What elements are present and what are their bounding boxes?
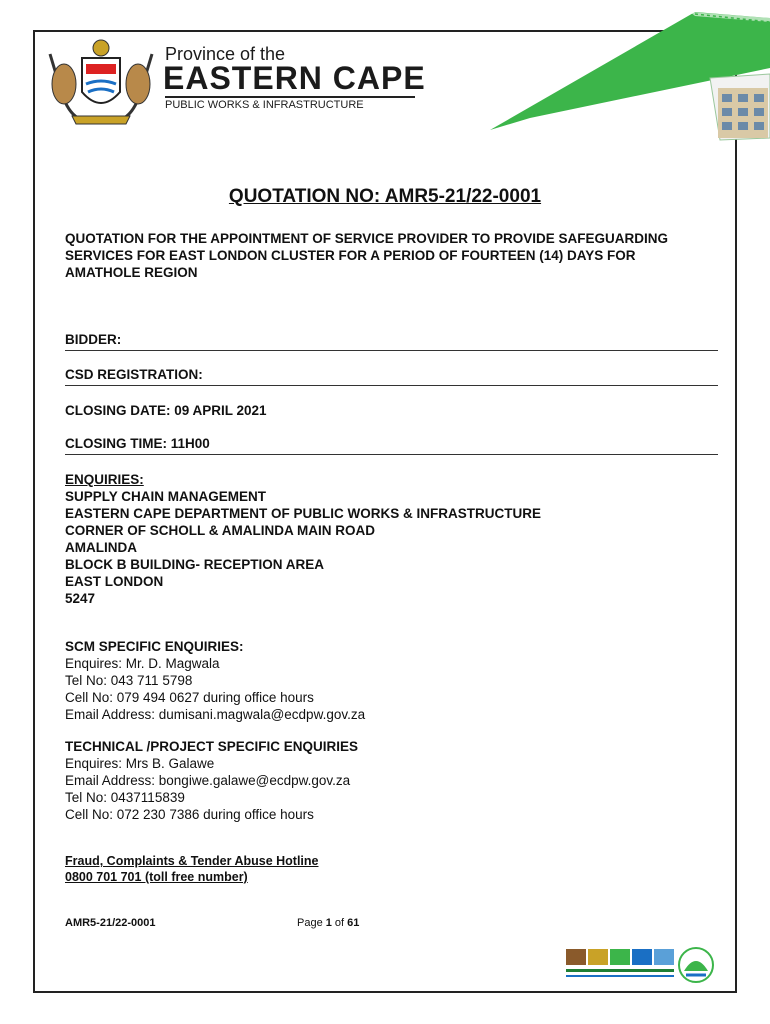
hotline-title: Fraud, Complaints & Tender Abuse Hotline — [65, 854, 319, 868]
epwp-ndp-logos — [566, 945, 716, 985]
enquiries-line: SUPPLY CHAIN MANAGEMENT — [65, 489, 267, 504]
page-total: 61 — [347, 917, 360, 929]
scm-line: Tel No: 043 711 5798 — [65, 673, 193, 688]
scm-line: Enquires: Mr. D. Magwala — [65, 656, 220, 671]
enquiries-line: 5247 — [65, 591, 96, 606]
page-current: 1 — [325, 917, 332, 929]
bidder-field: BIDDER: — [65, 332, 718, 351]
hotline-number: 0800 701 701 (toll free number) — [65, 870, 248, 884]
quotation-description: QUOTATION FOR THE APPOINTMENT OF SERVICE PROVIDER TO PROVIDE SAFEGUARDING SERVICES FOR EAST LONDON CLUSTER FOR A PERIOD OF FOURTEEN (14) DAYS FOR AMATHOLE REGION — [65, 231, 669, 280]
department-name: PUBLIC WORKS & INFRASTRUCTURE — [165, 99, 364, 111]
technical-line: Email Address: bongiwe.galawe@ecdpw.gov.za — [65, 773, 351, 788]
province-name: EASTERN CAPE — [163, 60, 426, 96]
technical-line: Cell No: 072 230 7386 during office hours — [65, 807, 314, 822]
page-of: of — [331, 917, 348, 929]
page-number — [297, 917, 359, 929]
enquiries-line: BLOCK B BUILDING- RECEPTION AREA — [65, 557, 324, 572]
quotation-number-title: QUOTATION NO: AMR5-21/22-0001 — [228, 186, 542, 207]
enquiries-heading: ENQUIRIES: — [65, 472, 144, 487]
footer-reference: AMR5-21/22-0001 — [65, 917, 156, 929]
scm-line: Email Address: dumisani.magwala@ecdpw.gov.za — [65, 707, 366, 722]
enquiries-line: AMALINDA — [65, 540, 137, 555]
scm-enquiries-section — [65, 638, 705, 723]
scm-line: Cell No: 079 494 0627 during office hours — [65, 690, 314, 705]
header-rule — [165, 96, 415, 98]
enquiries-section — [65, 471, 705, 607]
csd-registration-field: CSD REGISTRATION: — [65, 367, 718, 386]
technical-line: Tel No: 0437115839 — [65, 790, 185, 805]
closing-time: CLOSING TIME: 11H00 — [65, 436, 718, 455]
province-line: Province of the — [165, 44, 286, 64]
hotline-section — [65, 853, 705, 885]
enquiries-line: EAST LONDON — [65, 574, 164, 589]
coat-of-arms-logo — [42, 34, 160, 126]
technical-heading: TECHNICAL /PROJECT SPECIFIC ENQUIRIES — [65, 739, 359, 754]
enquiries-line: EASTERN CAPE DEPARTMENT OF PUBLIC WORKS & INFRASTRUCTURE — [65, 506, 542, 521]
scm-heading: SCM SPECIFIC ENQUIRIES: — [65, 639, 244, 654]
header-banner-graphic — [490, 8, 770, 158]
page-prefix: Page — [297, 917, 326, 929]
technical-enquiries-section — [65, 738, 705, 823]
technical-line: Enquires: Mrs B. Galawe — [65, 756, 215, 771]
enquiries-line: CORNER OF SCHOLL & AMALINDA MAIN ROAD — [65, 523, 375, 538]
closing-date: CLOSING DATE: 09 APRIL 2021 — [65, 403, 267, 418]
